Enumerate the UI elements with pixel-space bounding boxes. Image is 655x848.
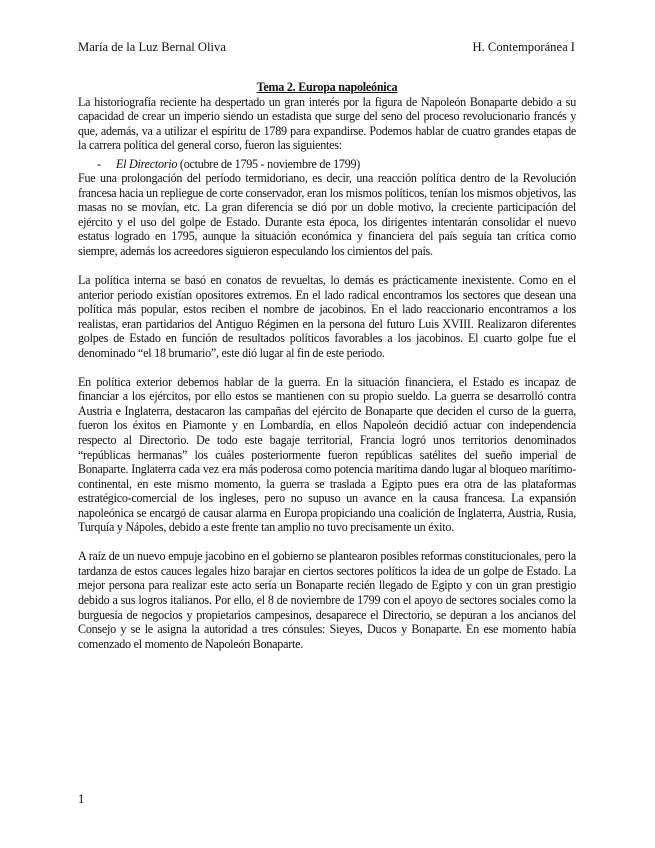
- body-paragraph: La política interna se basó en conatos de revueltas, lo demás es prácticamente inexistente. Como en el anterior periodo existían opositores extremos. En el lado radical encontramos los sectores que desean una política más popular, estos reciben el nombre de jacobinos. En el lado reaccionario encontramos a los realistas, eran partidarios del Antiguo Régimen en la persona del futuro Luis XVIII. Realizaron diferentes golpes de Estado en función de resultados políticos favorables a los jacobinos. El cuarto golpe fue el denominado “el 18 brumario”, este dió lugar al fin de este periodo.: [78, 273, 576, 360]
- document-body: [78, 80, 576, 651]
- document-title: Tema 2. Europa napoleónica: [256, 80, 398, 94]
- body-paragraph: A raíz de un nuevo empuje jacobino en el gobierno se plantearon posibles reformas constitucionales, pero la tardanza de estos cauces legales hizo barajar en ciertos sectores políticos la idea de un golpe de Estado. La mejor persona para realizar este acto sería un Bonaparte recién llegado de Egipto y con un gran prestigio debido a sus logros italianos. Por ello, el 8 de noviembre de 1799 con el apoyo de sectores sociales como la burguesía de negocios y propietarios campesinos, desaparece el Directorio, se depuran a los ancianos del Consejo y se le asigna la autoridad a tres cónsules: Sieyes, Ducos y Bonaparte. En ese momento había comenzado el momento de Napoleón Bonaparte.: [78, 549, 576, 651]
- page-number: 1: [78, 792, 85, 806]
- paragraph-gap: [78, 535, 576, 550]
- paragraph-gap: [78, 259, 576, 274]
- list-bullet: -: [97, 156, 101, 171]
- body-paragraph: Fue una prolongación del período termidoriano, es decir, una reacción política dentro de la Revolución francesa hacia un repliegue de corte conservador, eran los mismos políticos, tenían los mismos objetivos, las masas no se movían, etc. La gran diferencia se dió por un doble motivo, la creciente participación del ejército y el uso del golpe de Estado. Durante esta época, los dirigentes intentarán consolidar el nuevo estatus logrado en 1795, aunque la situación económica y financiera del país seguía tan crítica como siempre, además los acreedores siguieron especulando los cimientos del país.: [78, 171, 576, 259]
- list-item-dates: (octubre de 1795 - noviembre de 1799): [177, 156, 361, 171]
- intro-paragraph: La historiografía reciente ha despertado un gran interés por la figura de Napoleón Bonaparte debido a su capacidad de crear un imperio siendo un estadista que surge del seno del proceso revolucionario francés y que, además, va a utilizar el espíritu de 1789 para expandirse. Podemos hablar de cuatro grandes etapas de la carrera política del general corso, fueron las siguientes:: [78, 94, 576, 153]
- paragraph-gap: [78, 360, 576, 375]
- header-author: María de la Luz Bernal Oliva: [78, 40, 226, 54]
- header-course: H. Contemporánea I: [472, 40, 575, 54]
- list-item-name: El Directorio: [116, 156, 178, 171]
- list-item-directorio: [78, 157, 576, 172]
- page-header: [78, 40, 575, 56]
- body-paragraph: En política exterior debemos hablar de la guerra. En la situación financiera, el Estado es incapaz de financiar a los ejércitos, por ello estos se mantienen con su propio sueldo. La guerra se desarrolló contra Austria e Inglaterra, destacaron las campañas del ejército de Bonaparte que deciden el curso de la guerra, fueron los éxitos en Piamonte y en Lombardía, en ellos Napoleón decidió actuar con independencia respecto al Directorio. De todo este bagaje territorial, Francia logró unos territorios denominados “repúblicas hermanas” los cuáles posteriormente fueron repúblicas satélites del sueño imperial de Bonaparte. Inglaterra cada vez era más poderosa como potencia marítima dando lugar al bloqueo marítimo-continental, en este mismo momento, la guerra se traslada a Egipto pues era otra de las plataformas estratégico-comercial de los ingleses, pero no supuso un avance en la causa francesa. La expansión napoleónica se encargó de causar alarma en Europa propiciando una coalición de Inglaterra, Austria, Rusia, Turquía y Nápoles, debido a este frente tan amplio no tuvo precisamente un éxito.: [78, 374, 576, 535]
